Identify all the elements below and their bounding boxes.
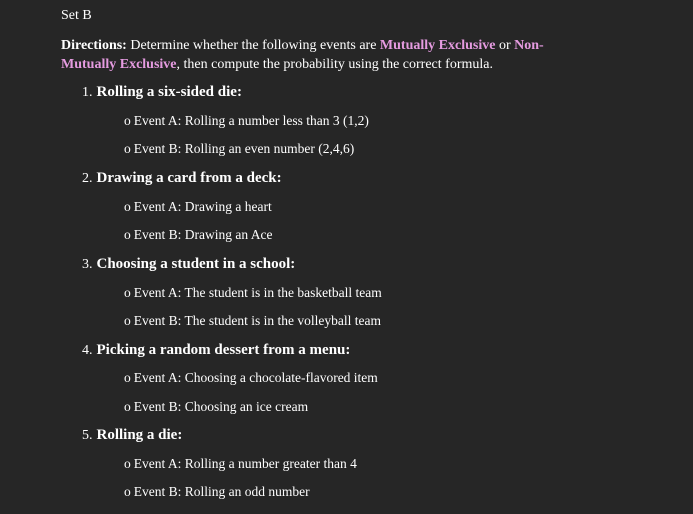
problem-item-1	[82, 83, 242, 102]
event-item	[124, 112, 369, 130]
item-number: 3.	[82, 257, 93, 272]
item-number: 1.	[82, 85, 93, 100]
directions-paragraph	[61, 36, 591, 74]
event-text: Event B: Rolling an odd number	[133, 484, 310, 499]
bullet-icon: o	[124, 456, 131, 471]
item-title: Picking a random dessert from a menu:	[96, 342, 351, 358]
event-item	[124, 369, 378, 387]
problem-item-4	[82, 341, 350, 360]
event-text: Event A: Choosing a chocolate-flavored item	[133, 370, 378, 385]
bullet-icon: o	[124, 484, 131, 499]
event-text: Event A: Drawing a heart	[133, 199, 272, 214]
bullet-icon: o	[124, 141, 131, 156]
bullet-icon: o	[124, 285, 131, 300]
event-text: Event A: Rolling a number less than 3 (1,2)	[133, 113, 369, 128]
event-item	[124, 198, 272, 216]
item-title: Drawing a card from a deck:	[96, 170, 282, 186]
event-item	[124, 226, 272, 244]
set-title: Set B	[61, 8, 92, 23]
item-number: 5.	[82, 428, 93, 443]
item-title: Choosing a student in a school:	[96, 256, 296, 272]
event-text: Event B: Drawing an Ace	[133, 227, 273, 242]
event-text: Event A: Rolling a number greater than 4	[133, 456, 357, 471]
bullet-icon: o	[124, 313, 131, 328]
problem-item-2	[82, 169, 282, 188]
bullet-icon: o	[124, 399, 131, 414]
event-text: Event B: Rolling an even number (2,4,6)	[133, 141, 355, 156]
event-item	[124, 312, 381, 330]
event-item	[124, 398, 308, 416]
term-mutually-exclusive: Mutually Exclusive	[379, 38, 496, 53]
event-text: Event B: The student is in the volleyball team	[133, 313, 381, 328]
bullet-icon: o	[124, 227, 131, 242]
directions-text-after: , then compute the probability using the correct formula.	[176, 57, 493, 72]
problem-item-3	[82, 255, 295, 274]
item-title: Rolling a die:	[96, 427, 183, 443]
event-item	[124, 483, 310, 501]
item-title: Rolling a six-sided die:	[96, 84, 242, 100]
event-item	[124, 140, 354, 158]
event-item	[124, 284, 382, 302]
event-text: Event A: The student is in the basketball team	[133, 285, 382, 300]
directions-connector: or	[495, 38, 515, 53]
problem-item-5	[82, 426, 182, 445]
directions-label: Directions:	[61, 38, 127, 53]
bullet-icon: o	[124, 113, 131, 128]
event-text: Event B: Choosing an ice cream	[133, 399, 309, 414]
item-number: 4.	[82, 343, 93, 358]
item-number: 2.	[82, 171, 93, 186]
directions-text-before: Determine whether the following events are	[126, 38, 380, 53]
bullet-icon: o	[124, 199, 131, 214]
event-item	[124, 455, 357, 473]
term-non-mutually-exclusive: Non-Mutually Exclusive	[61, 38, 544, 72]
bullet-icon: o	[124, 370, 131, 385]
